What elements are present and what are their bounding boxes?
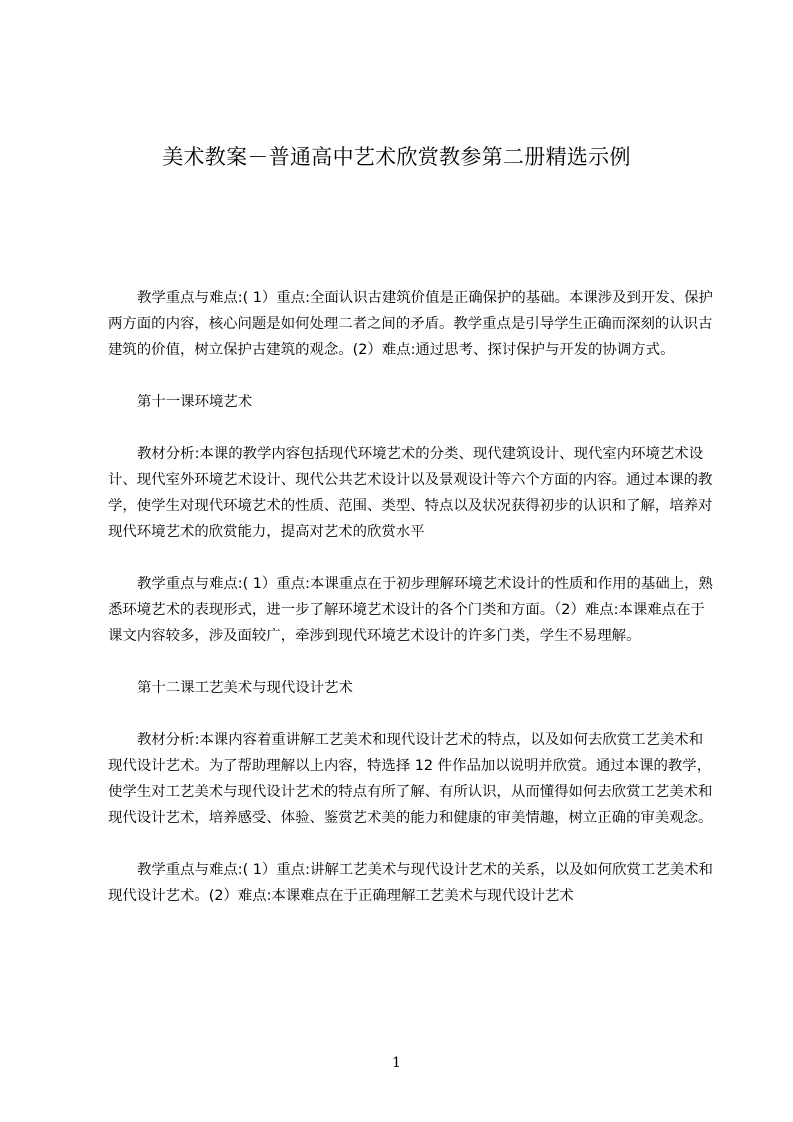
paragraph-key-points-lesson-11: 教学重点与难点:( 1）重点:本课重点在于初步理解环境艺术设计的性质和作用的基础上，熟悉环境艺术的表现形式，进一步了解环境艺术设计的各个门类和方面。（2）难点:本课难点在于课文内容较多，涉及面较广，牵涉到现代环境艺术设计的许多门类，学生不易理解。 bbox=[108, 576, 713, 644]
paragraph-key-points-lesson-12: 教学重点与难点:( 1）重点:讲解工艺美术与现代设计艺术的关系，以及如何欣赏工艺美术和现代设计艺术。(2）难点:本课难点在于正确理解工艺美术与现代设计艺术 bbox=[108, 862, 713, 904]
paragraph-key-points-lesson-10: 教学重点与难点:( 1）重点:全面认识古建筑价值是正确保护的基础。本课涉及到开发、保护两方面的内容，核心问题是如何处理二者之间的矛盾。教学重点是引导学生正确而深刻的认识古建筑的价值，树立保护古建筑的观念。(2）难点:通过思考、探讨保护与开发的协调方式。 bbox=[108, 290, 713, 358]
paragraph-material-analysis-lesson-11: 教材分析:本课的教学内容包括现代环境艺术的分类、现代建筑设计、现代室内环境艺术设计、现代室外环境艺术设计、现代公共艺术设计以及景观设计等六个方面的内容。通过本课的教学，使学生对现代环境艺术的性质、范围、类型、特点以及状况获得初步的认识和了解，培养对现代环境艺术的欣赏能力，提高对艺术的欣赏水平 bbox=[108, 446, 713, 540]
paragraph-material-analysis-lesson-12: 教材分析:本课内容着重讲解工艺美术和现代设计艺术的特点，以及如何去欣赏工艺美术和现代设计艺术。为了帮助理解以上内容，特选择 12 件作品加以说明并欣赏。通过本课的教学，使学生对工艺美术与现代设计艺术的特点有所了解、有所认识，从而懂得如何去欣赏工艺美术和现代设计艺术，培养感受、体验、鉴赏艺术美的能力和健康的审美情趣，树立正确的审美观念。 bbox=[108, 732, 713, 826]
document-body bbox=[108, 285, 714, 935]
lesson-12-heading: 第十二课工艺美术与现代设计艺术 bbox=[137, 680, 353, 696]
page-number: 1 bbox=[392, 1055, 401, 1071]
document-title: 美术教案－普通高中艺术欣赏教参第二册精选示例 bbox=[162, 145, 631, 169]
lesson-11-heading: 第十一课环境艺术 bbox=[137, 394, 253, 410]
